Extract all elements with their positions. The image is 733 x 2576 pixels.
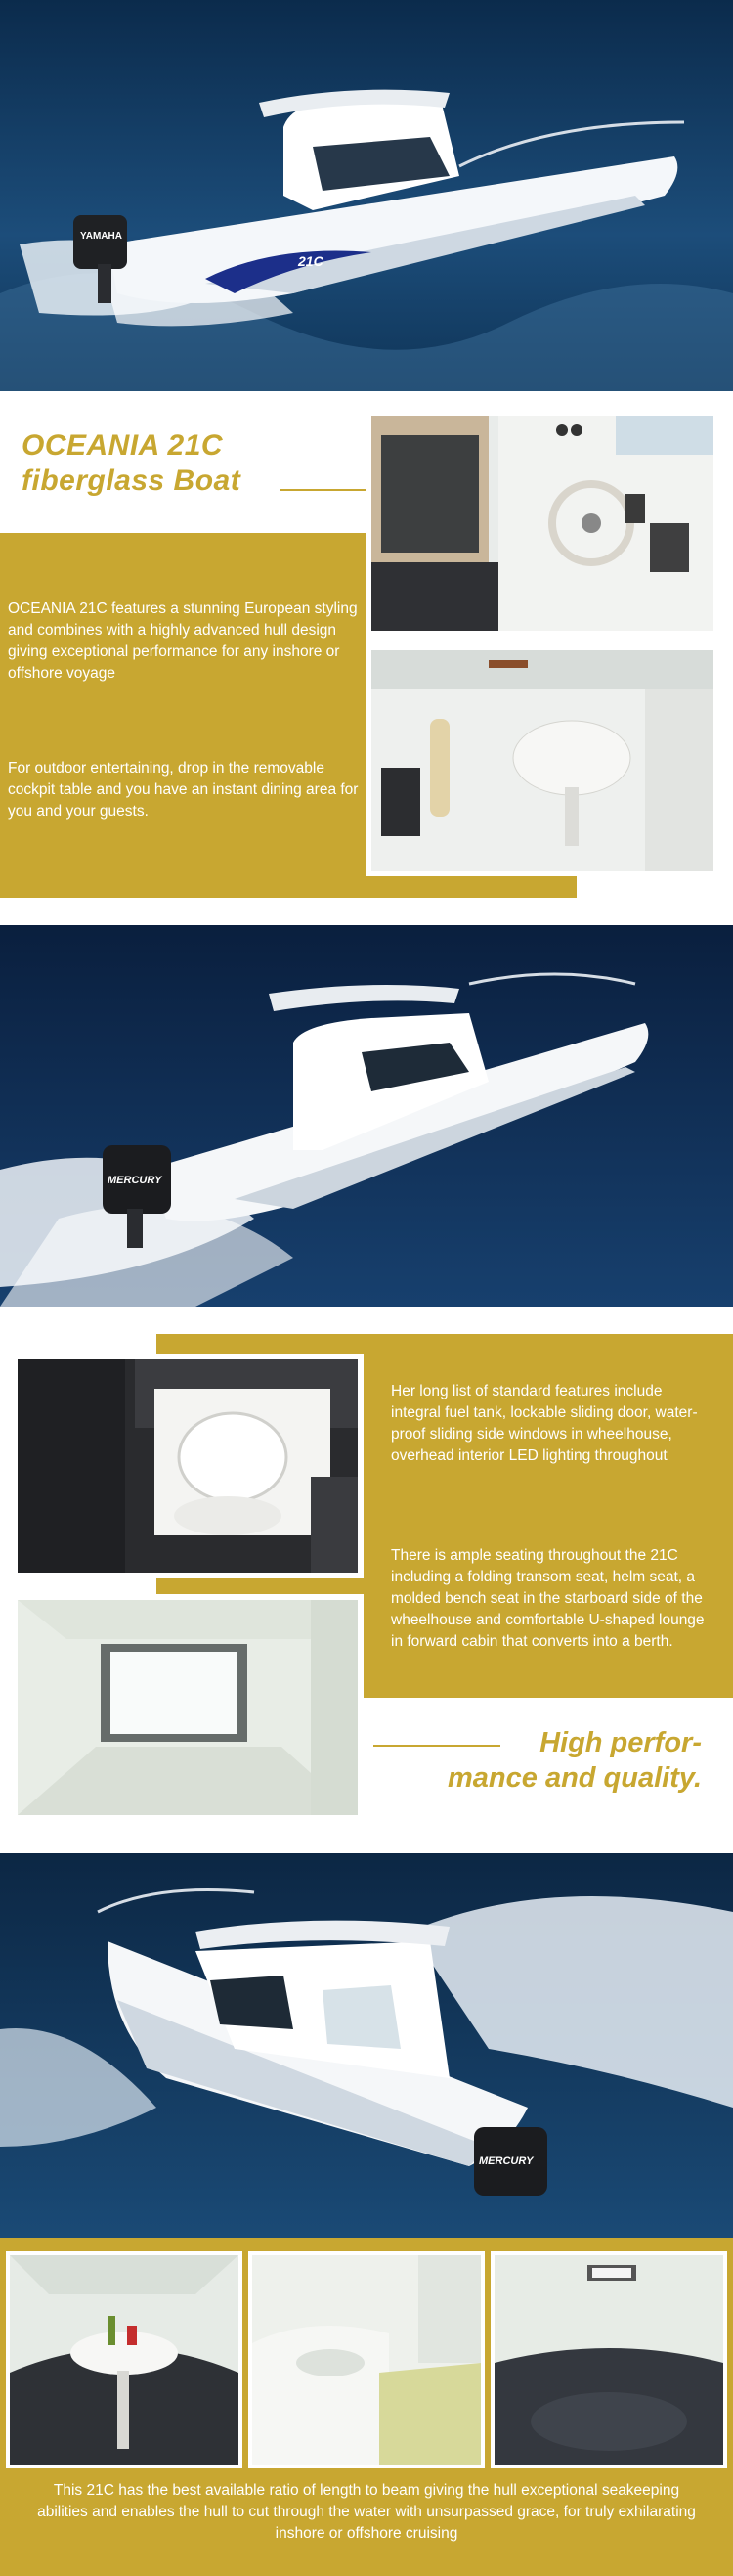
title-underline [280, 489, 368, 491]
performance-title-line1: High perfor- [539, 1727, 702, 1758]
performance-title-line2: mance and quality. [448, 1762, 702, 1794]
hull-logo-text: 21C [298, 253, 323, 269]
intro-title-block [22, 428, 354, 499]
cockpit-table-photo [371, 650, 713, 871]
features-paragraph-2: There is ample seating throughout the 21C including a folding transom seat, helm seat, a molded bench seat in the starboard side of the wheelhouse and comfortable U-shaped lounge in forward cabin that converts into a berth. [391, 1547, 705, 1650]
intro-gold-panel [0, 533, 366, 895]
intro-paragraph-2: For outdoor entertaining, drop in the removable cockpit table and you have an instant dining area for you and your guests. [8, 760, 359, 820]
toilet-photo [18, 1359, 358, 1573]
intro-paragraph-1: OCEANIA 21C features a stunning European styling and combines with a highly advanced hull design giving exceptional performance for any inshore or offshore voyage [8, 600, 358, 682]
intro-title-line2: fiberglass Boat [22, 465, 241, 497]
engine-brand-text-2: MERCURY [108, 1175, 162, 1186]
galley-sink-photo [252, 2255, 481, 2465]
performance-title [448, 1725, 702, 1796]
bottom-paragraph: This 21C has the best available ratio of length to beam giving the hull exceptional seakeeping abilities and enables the hull to cut through the water with unsurpassed grace, for truly exhilarating inshore or offshore cruising [37, 2482, 696, 2542]
boat-photo-bow [0, 1853, 733, 2240]
engine-brand-text-3: MERCURY [479, 2155, 534, 2167]
intro-gold-strip [0, 876, 577, 898]
hatch-photo [18, 1600, 358, 1815]
helm-photo [371, 416, 713, 631]
intro-title-line1: OCEANIA 21C [22, 429, 224, 462]
features-paragraph-1: Her long list of standard features include integral fuel tank, lockable sliding door, water-proof sliding side windows in wheelhouse, overhead interior LED lighting throughout [391, 1383, 698, 1464]
hero-boat-photo [0, 0, 733, 391]
berth-photo [495, 2255, 723, 2465]
boat-photo-mercury [0, 925, 733, 1307]
lounge-table-photo [10, 2255, 238, 2465]
engine-brand-text: YAMAHA [80, 231, 122, 242]
